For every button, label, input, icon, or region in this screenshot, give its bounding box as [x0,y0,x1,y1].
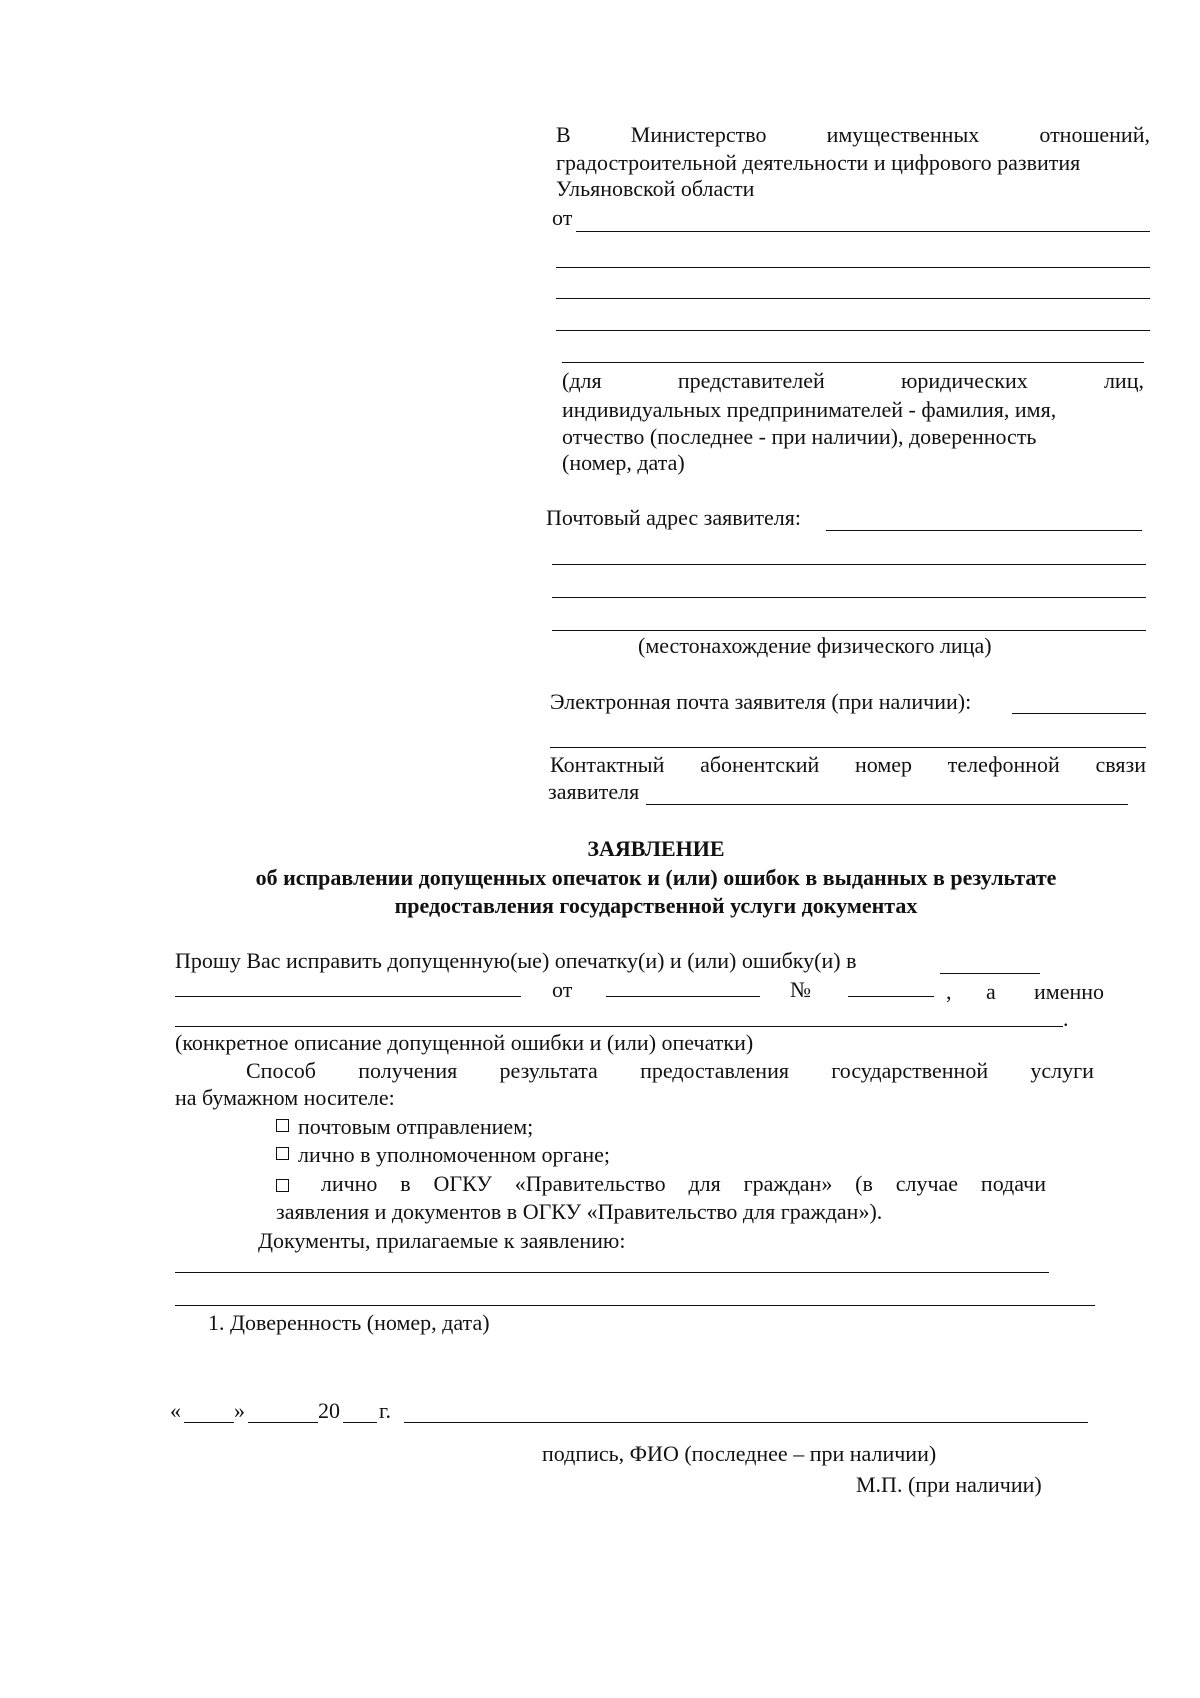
method-word: государственной [831,1058,989,1083]
from-field-line-5[interactable] [562,362,1144,363]
addressee-line-1 [556,122,1150,148]
date-field-line[interactable] [606,996,760,997]
option-in-person-label: лично в уполномоченном органе; [298,1142,610,1167]
representative-note-line-1 [562,368,1144,394]
phone-word: связи [1095,752,1146,777]
conjunction-a: а [986,979,996,1004]
option-ogku-line-1[interactable] [276,1171,1046,1197]
method-line-2: на бумажном носителе: [175,1085,395,1110]
option-ogku-word: подачи [980,1171,1046,1196]
from-field-line-3[interactable] [556,298,1150,299]
option-ogku-word: (в [855,1171,873,1196]
email-field-line-2[interactable] [550,747,1146,748]
stamp-note: М.П. (при наличии) [856,1472,1042,1497]
addressee-line-2: градостроительной деятельности и цифрового развития [556,150,1081,175]
comma: , [946,979,952,1004]
attachments-label: Документы, прилагаемые к заявлению: [258,1228,626,1253]
note-word: (для [562,368,602,393]
option-postal-label: почтовым отправлением; [298,1114,534,1139]
from-field-line[interactable] [576,231,1150,232]
representative-note-line-4: (номер, дата) [562,450,685,475]
from-label: от [552,205,573,230]
description-field-line[interactable] [175,1026,1063,1027]
document-name-field-line[interactable] [940,973,1040,974]
number-field-line[interactable] [848,996,934,997]
phone-field-line[interactable] [646,804,1128,805]
representative-note-line-2: индивидуальных предпринимателей - фамилия, имя, [562,397,1057,422]
from-field-line-2[interactable] [556,267,1150,268]
document-name-field-line-2[interactable] [175,996,521,997]
date-quote-close: » [234,1398,245,1423]
attachment-item-1: 1. Доверенность (номер, дата) [208,1310,490,1335]
email-field-line[interactable] [1012,713,1146,714]
checkbox-icon[interactable] [276,1179,289,1192]
phone-word: абонентский [700,752,820,777]
email-label: Электронная почта заявителя (при наличии): [550,689,972,714]
representative-note-line-3: отчество (последнее - при наличии), доверенность [562,424,1037,449]
signature-field-line[interactable] [404,1422,1088,1423]
postal-address-note: (местонахождение физического лица) [638,633,992,658]
signature-caption: подпись, ФИО (последнее – при наличии) [542,1441,937,1466]
option-ogku-word: лично [320,1171,378,1196]
method-word: результата [499,1058,598,1083]
addressee-word: Министерство [630,122,767,147]
phone-label-line-1 [550,752,1146,778]
from-date-label: от [552,977,573,1002]
checkbox-icon[interactable] [276,1147,289,1160]
postal-address-label: Почтовый адрес заявителя: [546,505,802,530]
option-ogku-word: для [688,1171,721,1196]
document-subtitle-line-1: об исправлении допущенных опечаток и (или) ошибок в выданных в результате [255,865,1057,890]
checkbox-icon[interactable] [276,1119,289,1132]
method-line-1 [246,1058,1094,1084]
phone-word: телефонной [947,752,1060,777]
option-ogku-word: в [400,1171,411,1196]
postal-address-field-line[interactable] [826,530,1142,531]
phone-word: номер [855,752,913,777]
year-prefix: 20 [318,1398,340,1423]
method-word: Способ [246,1058,316,1083]
method-word: получения [358,1058,458,1083]
postal-address-field-line-4[interactable] [552,630,1146,631]
option-ogku-word: «Правительство [514,1171,666,1196]
addressee-word: имущественных [826,122,980,147]
phone-word: Контактный [550,752,665,777]
method-word: предоставления [640,1058,789,1083]
postal-address-field-line-3[interactable] [552,597,1146,598]
note-word: лиц, [1103,368,1144,393]
document-heading: ЗАЯВЛЕНИЕ [587,836,725,861]
option-ogku-word: граждан» [743,1171,833,1196]
option-ogku-word: ОГКУ [433,1171,492,1196]
attachments-field-line[interactable] [175,1272,1049,1273]
date-quote-open: « [170,1398,181,1423]
option-ogku-word: случае [895,1171,959,1196]
day-field-line[interactable] [184,1422,234,1423]
phone-label-line-2: заявителя [548,779,640,804]
option-in-person[interactable] [276,1142,610,1168]
namely-label: именно [1034,979,1105,1004]
year-suffix: г. [379,1398,392,1423]
addressee-line-3: Ульяновской области [556,176,755,201]
month-field-line[interactable] [248,1422,318,1423]
note-word: юридических [900,368,1028,393]
request-text: Прошу Вас исправить допущенную(ые) опечатку(и) и (или) ошибку(и) в [175,948,857,973]
addressee-word: отношений, [1039,122,1150,147]
from-field-line-4[interactable] [556,330,1150,331]
option-postal[interactable] [276,1114,533,1140]
description-note: (конкретное описание допущенной ошибки и (или) опечатки) [175,1030,754,1055]
method-word: услуги [1030,1058,1094,1083]
attachments-field-line-2[interactable] [175,1305,1095,1306]
addressee-word: В [556,122,571,147]
note-word: представителей [677,368,825,393]
year-field-line[interactable] [343,1422,377,1423]
postal-address-field-line-2[interactable] [552,564,1146,565]
option-ogku-line-2: заявления и документов в ОГКУ «Правительство для граждан»). [276,1199,883,1224]
number-sign: № [790,977,811,1002]
document-subtitle-line-2: предоставления государственной услуги документах [394,893,918,918]
description-period: . [1063,1006,1069,1031]
